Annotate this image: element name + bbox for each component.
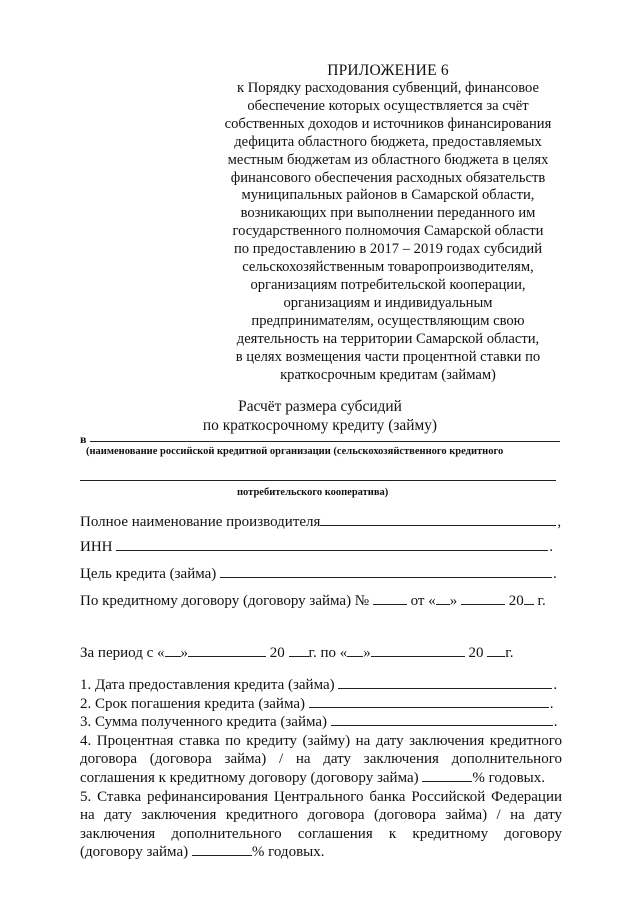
inn-field[interactable] <box>116 538 548 551</box>
bank-caption-part2: потребительского кооператива) <box>237 487 389 498</box>
annex-reference <box>200 80 576 384</box>
bank-caption-part1: (наименование российской кредитной организации (сельскохозяйственного кредитного <box>86 446 504 457</box>
annex-line: предпринимателям, осуществляющим свою <box>251 312 525 329</box>
annex-line: краткосрочным кредитам (займам) <box>280 366 496 383</box>
item-5-tail: % годовых. <box>251 844 325 861</box>
item-3: 3. Сумма полученного кредита (займа) . <box>80 714 558 731</box>
purpose-field[interactable] <box>220 565 552 578</box>
contract-quote: » <box>449 593 458 609</box>
item-2: 2. Срок погашения кредита (займа) . <box>80 695 554 712</box>
repayment-term-field[interactable] <box>309 695 549 708</box>
annex-line: организациям и индивидуальным <box>283 294 493 311</box>
contract-label: По кредитному договору (договору займа) № <box>80 593 370 609</box>
annex-line: в целях возмещения части процентной ставки по <box>235 348 541 365</box>
period-end-month-field[interactable] <box>371 644 465 657</box>
item-4-tail: % годовых. <box>472 769 546 786</box>
period-end-day-field[interactable] <box>347 644 363 657</box>
annex-line: обеспечение которых осуществляется за счёт <box>247 97 529 114</box>
item-3-label: 3. Сумма полученного кредита (займа) <box>80 714 328 731</box>
bank-name-line[interactable] <box>90 441 560 442</box>
annex-line: дефицита областного бюджета, предоставляемых <box>234 133 542 150</box>
period-quote-2: » <box>363 645 371 661</box>
contract-day-field[interactable] <box>436 592 450 605</box>
item-5 <box>80 788 562 862</box>
annex-line: сельскохозяйственным товаропроизводителям, <box>242 259 534 276</box>
annex-line: по предоставлению в 2017 – 2019 годах субсидий <box>233 241 543 258</box>
producer-row: Полное наименование производителя , <box>80 514 562 530</box>
period-end-year-prefix: 20 <box>468 645 484 661</box>
period-end-year-field[interactable] <box>487 644 505 657</box>
contract-year-prefix: 20 <box>508 593 524 609</box>
purpose-label: Цель кредита (займа) <box>80 566 217 582</box>
calculation-items <box>80 676 562 862</box>
bank-name-line-2[interactable] <box>80 480 556 481</box>
producer-field[interactable] <box>320 513 556 526</box>
annex-line: финансового обеспечения расходных обязательств <box>230 169 546 186</box>
calculation-title <box>60 397 580 435</box>
period-end-suffix: г. <box>505 645 514 661</box>
contract-year-field[interactable] <box>524 592 534 605</box>
calculation-title-line1: Расчёт размера субсидий <box>238 398 402 415</box>
annex-line: к Порядку расходования субвенций, финансовое <box>237 80 539 96</box>
producer-label: Полное наименование производителя <box>80 514 321 530</box>
interest-rate-field[interactable] <box>422 769 472 782</box>
annex-line: собственных доходов и источников финансирования <box>224 115 552 132</box>
item-5-label: 5. Ставка рефинансирования Центрального банка Российской Федерации на дату заключения кредитного договора (договора займа) / на дату заключения дополнительного соглашения к кредитному договору (договору займа) <box>80 788 562 861</box>
annex-line: муниципальных районов в Самарской области, <box>241 187 535 204</box>
item-1: 1. Дата предоставления кредита (займа) . <box>80 677 558 693</box>
annex-line: государственного полномочия Самарской области <box>232 223 544 240</box>
item-2-label: 2. Срок погашения кредита (займа) <box>80 695 305 712</box>
annex-line: возникающих при выполнении переданного им <box>240 205 536 222</box>
contract-number-field[interactable] <box>373 592 407 605</box>
contract-year-suffix: г. <box>537 593 546 609</box>
period-to-label: г. по « <box>308 645 348 661</box>
refinancing-rate-field[interactable] <box>192 843 252 856</box>
contract-from-label: от « <box>410 593 436 609</box>
calculation-title-line2: по краткосрочному кредиту (займу) <box>202 417 438 434</box>
period-row <box>80 644 513 662</box>
item-4 <box>80 732 562 788</box>
loan-amount-field[interactable] <box>331 713 553 726</box>
item-4-label: 4. Процентная ставка по кредиту (займу) на дату заключения кредитного договора (договора займа) / на дату заключения дополнительного соглашения к кредитному договору (договору займа) <box>80 732 562 786</box>
item-1-label: 1. Дата предоставления кредита (займа) <box>80 677 335 693</box>
contract-month-field[interactable] <box>461 592 505 605</box>
issue-date-field[interactable] <box>338 676 552 689</box>
annex-line: деятельность на территории Самарской области, <box>236 330 540 347</box>
period-from-label: За период с « <box>80 645 165 661</box>
inn-row: ИНН . <box>80 539 553 555</box>
annex-line: местным бюджетам из областного бюджета в целях <box>227 151 549 168</box>
period-start-month-field[interactable] <box>188 644 266 657</box>
period-quote: » <box>180 645 188 661</box>
inn-label: ИНН <box>80 539 113 555</box>
annex-line: организациям потребительской кооперации, <box>250 276 526 293</box>
period-start-year-field[interactable] <box>289 644 309 657</box>
bank-prefix: в <box>80 432 87 446</box>
annex-title: ПРИЛОЖЕНИЕ 6 <box>327 62 449 79</box>
purpose-row: Цель кредита (займа) . <box>80 566 557 582</box>
period-start-day-field[interactable] <box>165 644 181 657</box>
contract-row <box>80 592 546 610</box>
period-start-year-prefix: 20 <box>269 645 285 661</box>
